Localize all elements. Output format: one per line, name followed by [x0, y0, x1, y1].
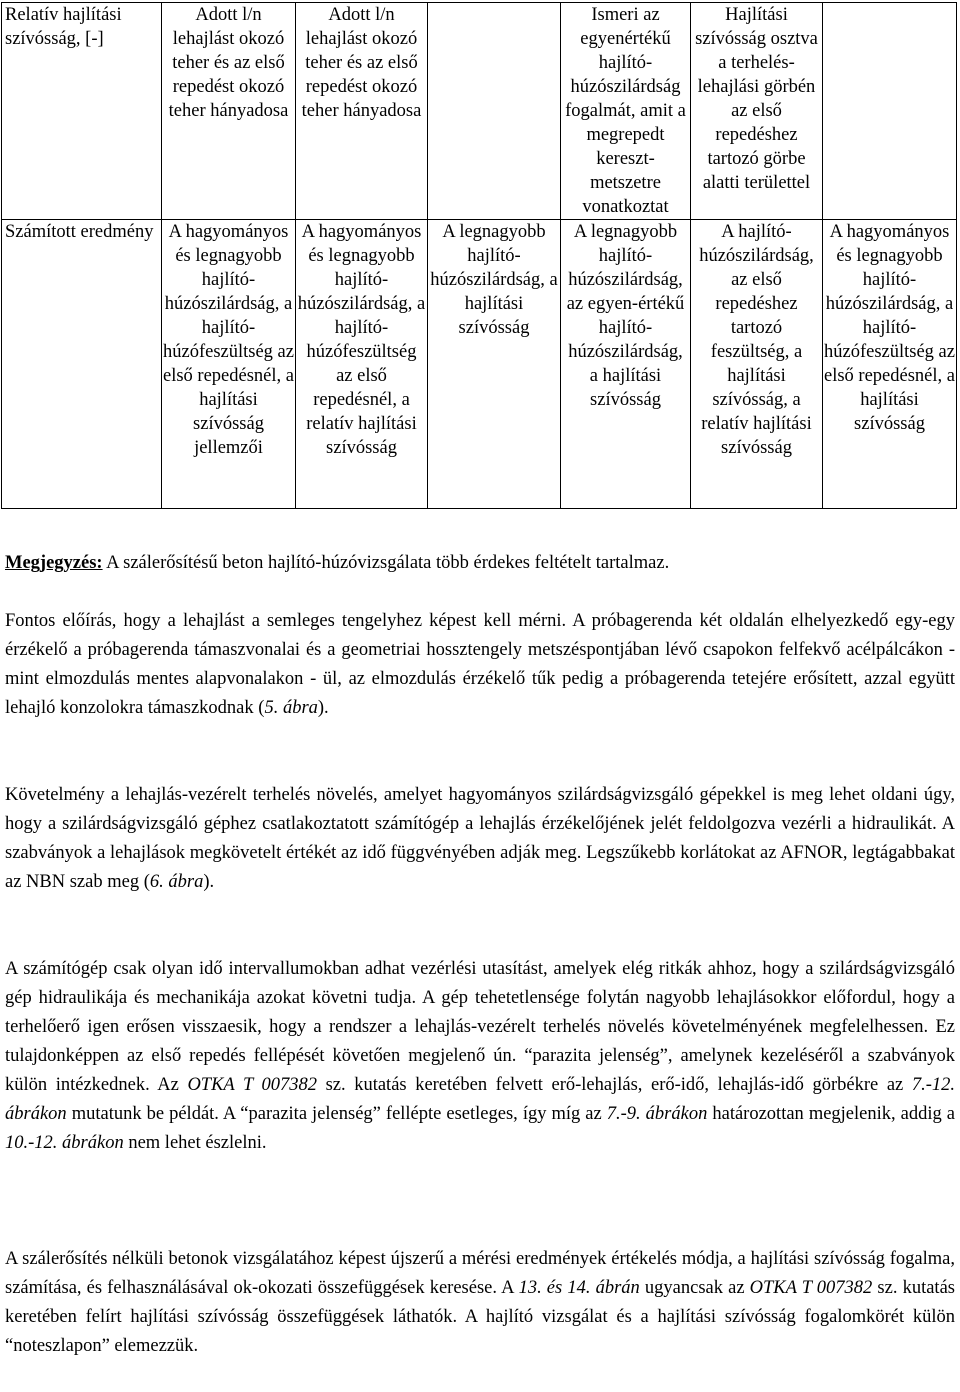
- table-cell: Adott l/n lehajlást okozó teher és az első repedést okozó teher hányadosa: [296, 3, 428, 220]
- paragraph-text: A szálerősítés nélküli betonok vizsgálatához képest újszerű a mérési eredmények értékelés módja, a hajlítási szívósság fogalma, számítása, és felhasználásával ok-okozati összefüggések keresése. A: [5, 1249, 955, 1298]
- paragraph-evaluation-method: [5, 1245, 955, 1361]
- table-row: [2, 220, 957, 509]
- paragraph-text: ).: [203, 872, 215, 892]
- figure-reference: 10.-12. ábrákon: [5, 1133, 124, 1153]
- paragraph-deflection-measurement: [5, 607, 955, 723]
- paragraph-text: Követelmény a lehajlás-vezérelt terhelés növelés, amelyet hagyományos szilárdságvizsgáló gépekkel is meg lehet oldani úgy, hogy a szilárdságvizsgáló géphez csatlakoztatott számítógép a lehajlás érzékelőjének jelét feldolgozva vezérli a hidraulikát. A szabványok a lehajlások megkövetelt értékét az idő függvényében adják meg. Legszűkebb korlátokat az AFNOR, legtágabbakat az NBN szab meg (: [5, 785, 955, 892]
- row-header-computed-result: Számított eredmény: [2, 220, 162, 509]
- paragraph-text: A számítógép csak olyan idő intervallumokban adhat vezérlési utasítást, amelyek elég ritkák ahhoz, hogy a szilárdságvizsgáló gép hidraulikája és mechanikája azokat követni tudja. A gép tehetetlensége folytán nagyobb lehajlásokkor előfordul, hogy a terhelőerő igen erősen visszaesik, hogy a rendszer a lehajlás-vezérelt terhelés növelés követelményének megfelelhessen. Ez tulajdonképpen az első repedés fellépését követően megjelenő ún. “parazita jelenség”, amelynek kezeléséről a szabványok külön intézkednek. Az: [5, 959, 955, 1095]
- paragraph-text: ).: [317, 698, 329, 718]
- table-cell: [428, 3, 561, 220]
- paragraph-text: ugyancsak az: [639, 1278, 750, 1298]
- project-reference: OTKA T 007382: [187, 1075, 318, 1095]
- figure-reference: 7.-9. ábrákon: [606, 1104, 708, 1124]
- note-text: A szálerősítésű beton hajlító-húzóvizsgálata több érdekes feltételt tartalmaz.: [102, 553, 670, 573]
- note-label: Megjegyzés:: [5, 553, 103, 573]
- table-cell: Adott l/n lehajlást okozó teher és az első repedést okozó teher hányadosa: [162, 3, 296, 220]
- paragraph-text: nem lehet észlelni.: [123, 1133, 267, 1153]
- figure-reference: 6. ábra: [149, 872, 204, 892]
- table-cell: A legnagyobb hajlító-húzószilárdság, a hajlítási szívósság: [428, 220, 561, 509]
- table-cell: A hagyományos és legnagyobb hajlító-húzószilárdság, a hajlító-húzófeszültség az első repedésnél, a relatív hajlítási szívósság: [296, 220, 428, 509]
- table-cell: A hagyományos és legnagyobb hajlító-húzószilárdság, a hajlító-húzófeszültség az első repedésnél, a hajlítási szívósság: [823, 220, 957, 509]
- project-reference: OTKA T 007382: [749, 1278, 873, 1298]
- table-row: [2, 3, 957, 220]
- figure-reference: 5. ábra: [264, 698, 318, 718]
- paragraph-text: sz. kutatás keretében felírt hajlítási szívósság összefüggések láthatók. A hajlító vizsgálat és a hajlítási szívósság fogalomkörét külön “noteszlapon” elemezzük.: [5, 1278, 955, 1356]
- table-cell: A hagyományos és legnagyobb hajlító-húzószilárdság, a hajlító-húzófeszültség az első repedésnél, a hajlítási szívósság jellemzői: [162, 220, 296, 509]
- table-cell: [823, 3, 957, 220]
- comparison-table: [1, 2, 957, 509]
- paragraph-text: határozottan megjelenik, addig a: [707, 1104, 955, 1124]
- paragraph-loading-control: [5, 781, 955, 897]
- paragraph-text: sz. kutatás keretében felvett erő-lehajlás, erő-idő, lehajlás-idő görbékre az: [317, 1075, 912, 1095]
- note-paragraph: [5, 549, 955, 578]
- paragraph-parasitic-phenomenon: [5, 955, 955, 1158]
- table-cell: Ismeri az egyenértékű hajlító-húzószilárdság fogalmát, amit a megrepedt kereszt-metszetre vonatkoztat: [561, 3, 691, 220]
- figure-reference: 7.-12. ábrákon: [5, 1075, 955, 1124]
- row-header-relative-toughness: Relatív hajlítási szívósság, [-]: [2, 3, 162, 220]
- figure-reference: 13. és 14. ábrán: [518, 1278, 640, 1298]
- paragraph-text: mutatunk be példát. A “parazita jelenség” fellépte esetleges, így míg az: [66, 1104, 607, 1124]
- table-cell: A hajlító-húzószilárdság, az első repedéshez tartozó feszültség, a hajlítási szívósság, a relatív hajlítási szívósság: [691, 220, 823, 509]
- table-cell: Hajlítási szívósság osztva a terhelés-lehajlási görbén az első repedéshez tartozó görbe alatti területtel: [691, 3, 823, 220]
- table-cell: A legnagyobb hajlító-húzószilárdság, az egyen-értékű hajlító-húzószilárdság, a hajlítási szívósság: [561, 220, 691, 509]
- paragraph-text: Fontos előírás, hogy a lehajlást a semleges tengelyhez képest kell mérni. A próbagerenda két oldalán elhelyezkedő egy-egy érzékelő a próbagerenda támaszvonalai és a geometriai hossztengely metszéspontjában lévő csapokon felfekvő acélpálcákon - mint elmozdulás mentes alapvonalakon - ül, az elmozdulás érzékelő tűk pedig a próbagerenda tetejére erősített, azzal együtt lehajló konzolokra támaszkodnak (: [5, 611, 955, 718]
